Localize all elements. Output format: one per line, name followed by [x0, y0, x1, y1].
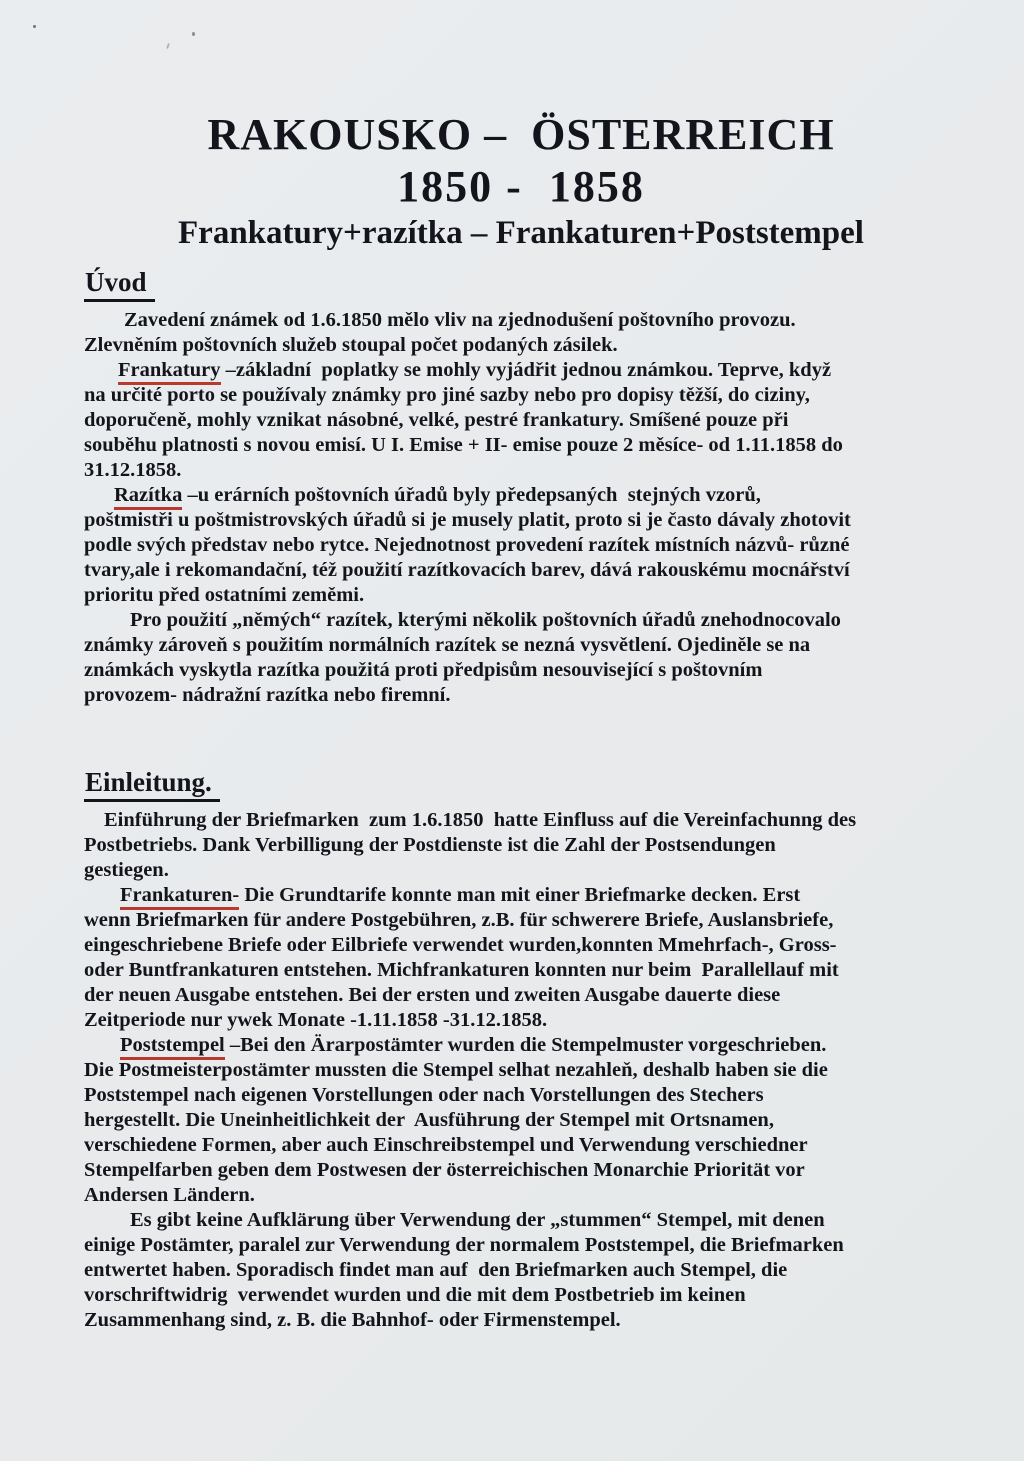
paragraph-line: souběhu platnosti s novou emisí. U I. Emise + II- emise pouze 2 měsíce- od 1.11.1858 do — [84, 434, 843, 456]
paragraph-line: Zavedení známek od 1.6.1850 mělo vliv na zjednodušení poštovního provozu. — [124, 309, 796, 331]
paragraph-line: 31.12.1858. — [84, 459, 182, 481]
section-uvod — [84, 266, 958, 708]
paragraph-line: známkách vyskytla razítka použitá proti předpisům nesouvisející s poštovním — [84, 659, 763, 681]
line-text: –Bei den Ärarpostämter wurden die Stempelmuster vorgeschrieben. — [224, 1034, 827, 1056]
paragraph-line: Die Postmeisterpostämter mussten die Stempel selhat nezahleň, deshalb haben sie die — [84, 1059, 828, 1081]
paragraph-line: gestiegen. — [84, 859, 169, 881]
paragraph-line — [84, 483, 958, 508]
scan-speck — [192, 32, 195, 36]
paragraph — [84, 483, 958, 608]
section-heading-einleitung — [84, 766, 958, 802]
line-text: –základní poplatky se mohly vyjádřit jednou známkou. Teprve, když — [220, 359, 832, 381]
paragraph — [84, 358, 958, 483]
paragraph-line: Zusammenhang sind, z. B. die Bahnhof- oder Firmenstempel. — [84, 1309, 621, 1331]
paragraph-line: Postbetriebs. Dank Verbilligung der Postdienste ist die Zahl der Postsendungen — [84, 834, 776, 856]
keyword-frankatury: Frankatury — [118, 359, 221, 385]
line-text: –u erárních poštovních úřadů byly předepsaných stejných vzorů, — [182, 484, 761, 506]
paragraph-line: poštmistři u poštmistrovských úřadů si je musely platit, proto si je často dávaly zhotovit — [84, 509, 851, 531]
document-title-line1: RAKOUSKO – ÖSTERREICH — [207, 110, 835, 159]
paragraph-line: známky zároveň s použitím normálních razítek se nezná vysvětlení. Ojediněle se na — [84, 634, 811, 656]
paragraph-line — [84, 358, 958, 383]
keyword-poststempel: Poststempel — [120, 1034, 225, 1060]
paragraph-line: eingeschriebene Briefe oder Eilbriefe verwendet wurden,konnten Mmehrfach-, Gross- — [84, 934, 837, 956]
keyword-razitka: Razítka — [114, 484, 182, 510]
section-einleitung — [84, 766, 958, 1333]
paragraph-line: Einführung der Briefmarken zum 1.6.1850 hatte Einfluss auf die Vereinfachunng des — [104, 809, 857, 831]
paragraph-line: wenn Briefmarken für andere Postgebühren, z.B. für schwerere Briefe, Auslansbriefe, — [84, 909, 834, 931]
paragraph-line: entwertet haben. Sporadisch findet man auf den Briefmarken auch Stempel, die — [84, 1259, 788, 1281]
paragraph-line: oder Buntfrankaturen entstehen. Michfrankaturen konnten nur beim Parallellauf mit — [84, 959, 839, 981]
paragraph-line: Poststempel nach eigenen Vorstellungen oder nach Vorstellungen des Stechers — [84, 1084, 764, 1106]
paragraph-line: Stempelfarben geben dem Postwesen der österreichischen Monarchie Priorität vor — [84, 1159, 805, 1181]
paragraph-line: Zeitperiode nur ywek Monate -1.11.1858 -31.12.1858. — [84, 1009, 548, 1031]
document-content — [84, 108, 958, 1333]
title-block — [84, 108, 958, 254]
paragraph-line: Andersen Ländern. — [84, 1184, 255, 1206]
paragraph-line — [84, 883, 958, 908]
paragraph — [84, 1208, 958, 1333]
keyword-frankaturen: Frankaturen- — [120, 884, 239, 910]
paragraph-line: na určité porto se používaly známky pro jiné sazby nebo pro dopisy těžší, do ciziny, — [84, 384, 810, 406]
line-text: Die Grundtarife konnte man mit einer Briefmarke decken. Erst — [239, 884, 801, 906]
paragraph — [84, 608, 958, 708]
paragraph-line: verschiedene Formen, aber auch Einschreibstempel und Verwendung verschiedner — [84, 1134, 808, 1156]
paragraph-line: Es gibt keine Aufklärung über Verwendung der „stummen“ Stempel, mit denen — [130, 1209, 825, 1231]
scan-speck — [166, 43, 170, 49]
document-title-line2: 1850 - 1858 — [397, 162, 645, 211]
paragraph — [84, 883, 958, 1033]
paragraph-line: podle svých představ nebo rytce. Nejednotnost provedení razítek místních názvů- různé — [84, 534, 850, 556]
paragraph-line: doporučeně, mohly vznikat násobné, velké, pestré frankatury. Smíšené pouze při — [84, 409, 789, 431]
heading-text: Einleitung. — [84, 766, 220, 802]
paragraph-line: provozem- nádražní razítka nebo firemní. — [84, 684, 451, 706]
paragraph-line: prioritu před ostatními zeměmi. — [84, 584, 365, 606]
paragraph — [84, 808, 958, 883]
paragraph — [84, 308, 958, 358]
document-title-line3: Frankatury+razítka – Frankaturen+Poststempel — [178, 215, 864, 251]
paragraph-line: hergestellt. Die Uneinheitlichkeit der Ausführung der Stempel mit Ortsnamen, — [84, 1109, 774, 1131]
paragraph-line: Zlevněním poštovních služeb stoupal počet podaných zásilek. — [84, 334, 618, 356]
paragraph-line — [84, 1033, 958, 1058]
paragraph-line: vorschriftwidrig verwendet wurden und die mit dem Postbetrieb im keinen — [84, 1284, 746, 1306]
paragraph — [84, 1033, 958, 1208]
paragraph-line: der neuen Ausgabe entstehen. Bei der ersten und zweiten Ausgabe dauerte diese — [84, 984, 781, 1006]
paragraph-line: tvary,ale i rekomandační, též použití razítkovacích barev, dává rakouskému mocnářství — [84, 559, 850, 581]
scan-speck — [33, 25, 36, 28]
heading-text: Úvod — [84, 266, 155, 302]
paragraph-line: einige Postämter, paralel zur Verwendung der normalem Poststempel, die Briefmarken — [84, 1234, 844, 1256]
section-heading-uvod — [84, 266, 958, 302]
paragraph-line: Pro použití „němých“ razítek, kterými několik poštovních úřadů znehodnocovalo — [130, 609, 841, 631]
